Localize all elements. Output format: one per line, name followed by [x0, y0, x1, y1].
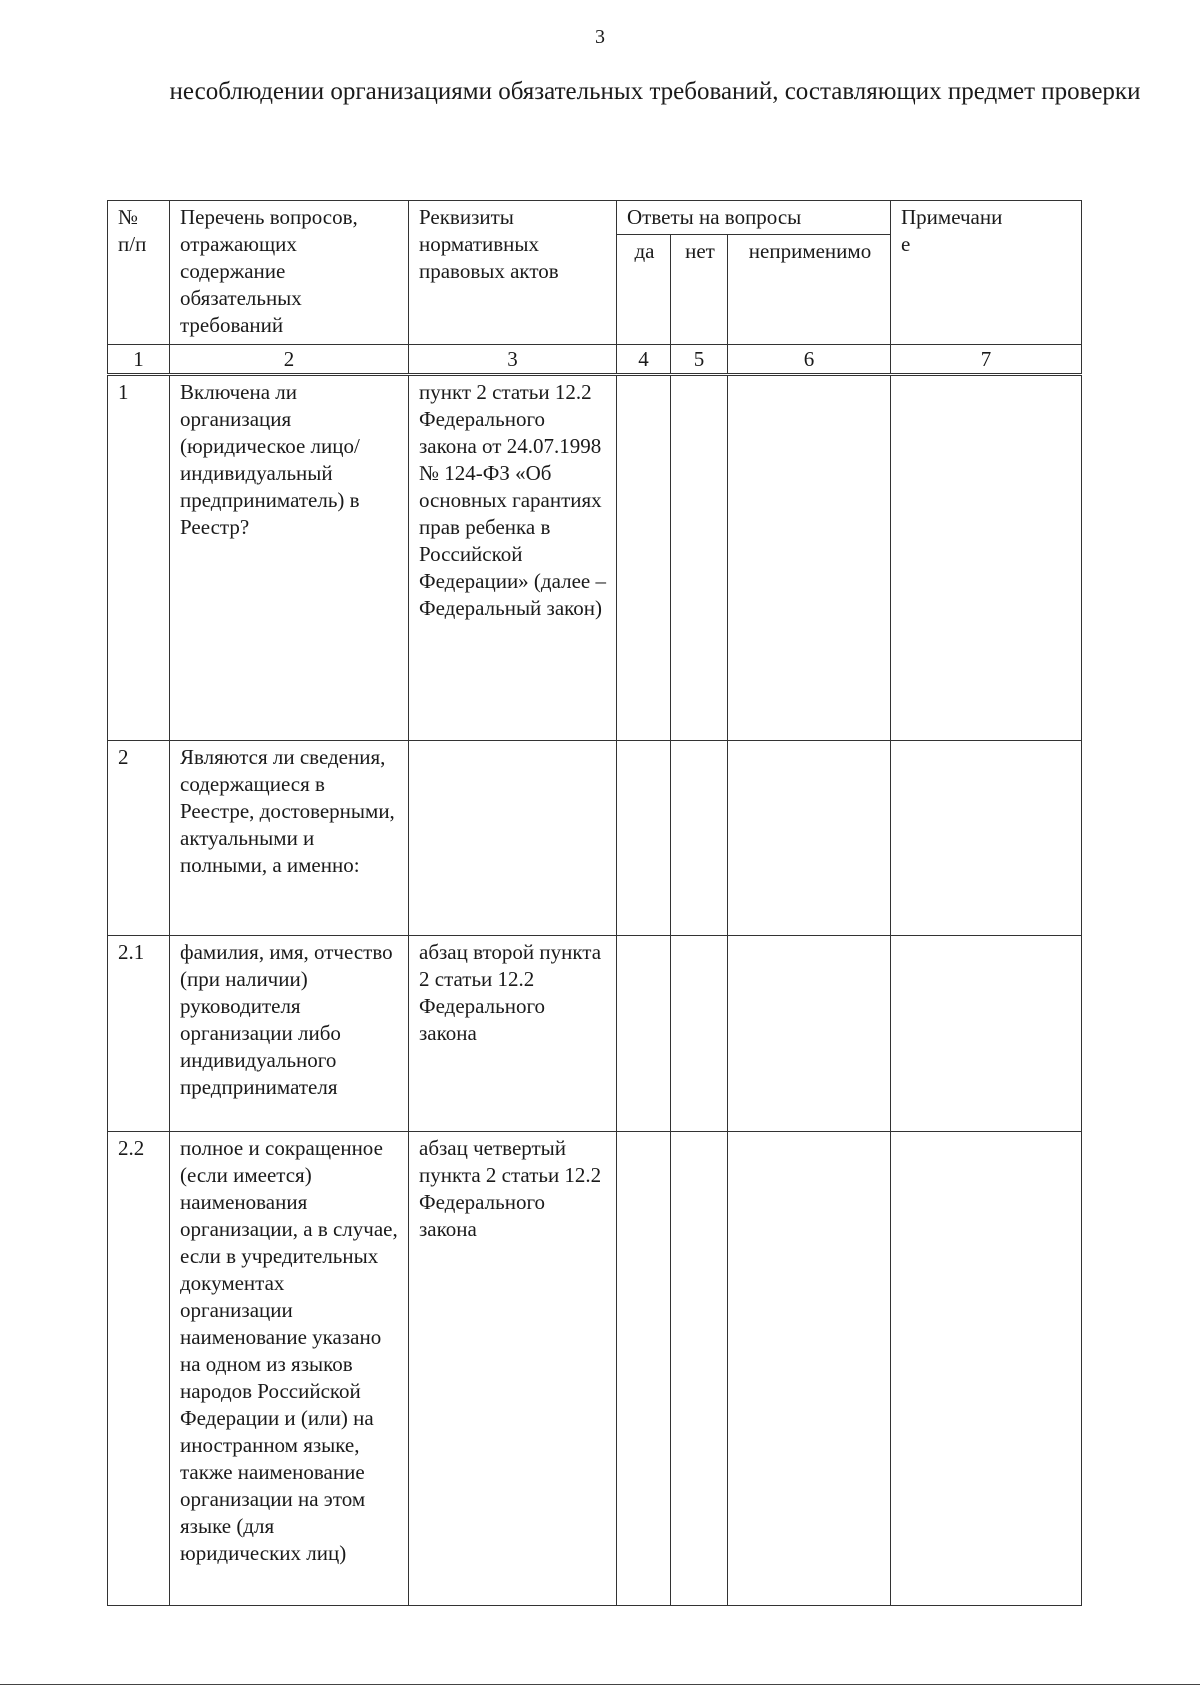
row-answer-no — [671, 741, 728, 936]
header-requisites: Реквизиты нормативных правовых актов — [409, 201, 617, 345]
page-number: 3 — [595, 26, 605, 48]
row-requisites: абзац четвертый пункта 2 статьи 12.2 Федерального закона — [409, 1132, 617, 1606]
row-question: Включена ли организация (юридическое лицо/индивидуальный предприниматель) в Реестр? — [170, 375, 409, 741]
document-heading: несоблюдении организациями обязательных требований, составляющих предмет проверки — [169, 78, 1141, 105]
column-number: 7 — [891, 345, 1082, 375]
row-answer-not-applicable — [728, 741, 891, 936]
row-num: 2.1 — [108, 936, 170, 1132]
column-number: 6 — [728, 345, 891, 375]
row-requisites — [409, 741, 617, 936]
header-answers: Ответы на вопросы — [617, 201, 891, 235]
table-row — [108, 1132, 1082, 1606]
row-num: 1 — [108, 375, 170, 741]
row-note — [891, 936, 1082, 1132]
row-question: фамилия, имя, отчество (при наличии) руководителя организации либо индивидуального предпринимателя — [170, 936, 409, 1132]
row-answer-yes — [617, 936, 671, 1132]
table-header-row — [108, 201, 1082, 235]
column-number: 5 — [671, 345, 728, 375]
row-answer-no — [671, 936, 728, 1132]
row-answer-yes — [617, 375, 671, 741]
row-num: 2 — [108, 741, 170, 936]
table-row — [108, 375, 1082, 741]
table-row — [108, 936, 1082, 1132]
row-requisites: абзац второй пункта 2 статьи 12.2 Федерального закона — [409, 936, 617, 1132]
row-num: 2.2 — [108, 1132, 170, 1606]
header-note: Примечани е — [891, 201, 1082, 345]
row-note — [891, 1132, 1082, 1606]
header-question: Перечень вопросов, отражающих содержание обязательных требований — [170, 201, 409, 345]
header-not-applicable: неприменимо — [728, 235, 891, 345]
column-number: 2 — [170, 345, 409, 375]
row-question: Являются ли сведения, содержащиеся в Реестре, достоверными, актуальными и полными, а именно: — [170, 741, 409, 936]
column-numbers-row — [108, 345, 1082, 375]
row-requisites: пункт 2 статьи 12.2 Федерального закона от 24.07.1998 № 124-ФЗ «Об основных гарантиях прав ребенка в Российской Федерации» (далее – Федеральный закон) — [409, 375, 617, 741]
row-answer-not-applicable — [728, 936, 891, 1132]
row-question: полное и сокращенное (если имеется) наименования организации, а в случае, если в учредительных документах организации наименование указано на одном из языков народов Российской Федерации и (или) на иностранном языке, также наименование организации на этом языке (для юридических лиц) — [170, 1132, 409, 1606]
table-row — [108, 741, 1082, 936]
header-num: № п/п — [108, 201, 170, 345]
header-no: нет — [671, 235, 728, 345]
row-answer-no — [671, 375, 728, 741]
checklist-table — [107, 200, 1082, 1606]
row-answer-yes — [617, 1132, 671, 1606]
row-answer-no — [671, 1132, 728, 1606]
row-answer-not-applicable — [728, 1132, 891, 1606]
row-answer-not-applicable — [728, 375, 891, 741]
row-note — [891, 375, 1082, 741]
header-yes: да — [617, 235, 671, 345]
row-note — [891, 741, 1082, 936]
column-number: 3 — [409, 345, 617, 375]
column-number: 1 — [108, 345, 170, 375]
column-number: 4 — [617, 345, 671, 375]
row-answer-yes — [617, 741, 671, 936]
page-bottom-rule — [0, 1684, 1200, 1685]
